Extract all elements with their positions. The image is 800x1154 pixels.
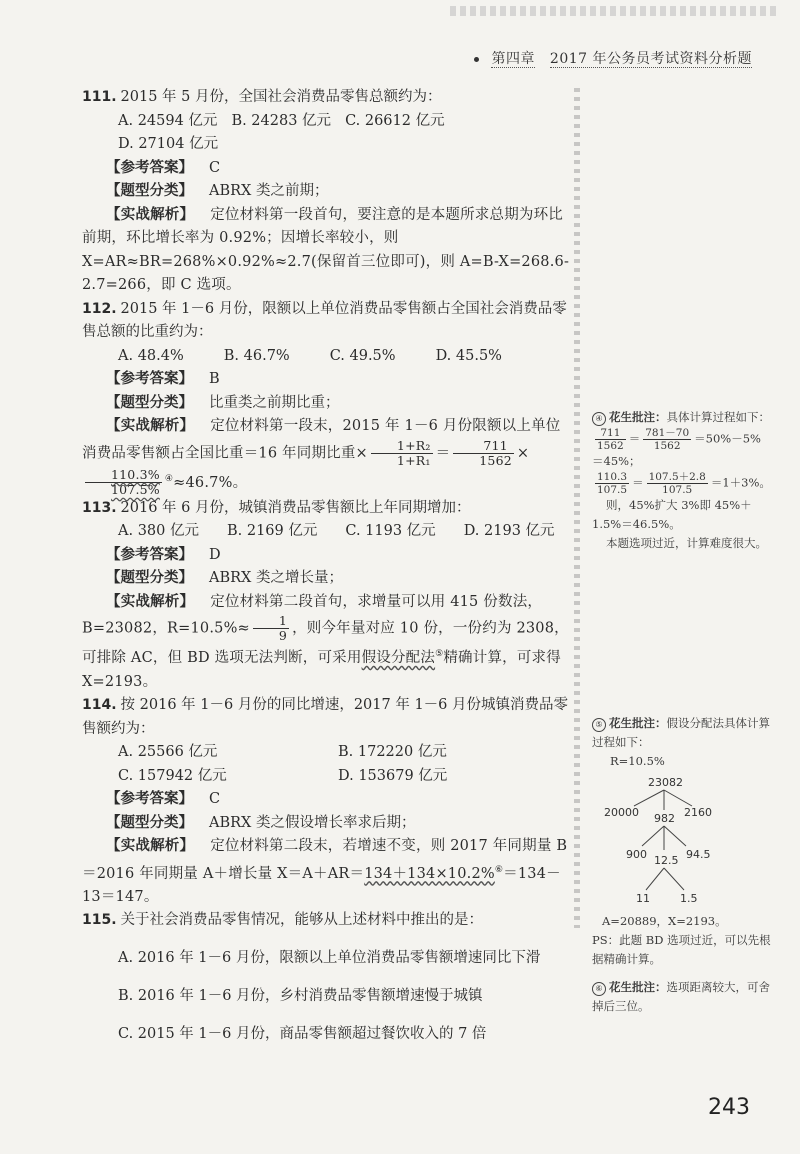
tree-node: 1.5 xyxy=(680,892,698,905)
question-stem xyxy=(82,298,570,345)
question-111 xyxy=(82,86,570,298)
tree-edge xyxy=(664,826,686,846)
numerator: 1+R₂ xyxy=(371,439,433,454)
answer-label: 【参考答案】 xyxy=(106,546,193,563)
question-stem xyxy=(82,497,570,521)
allocation-tree-diagram xyxy=(592,772,772,912)
option-b: B. 2016 年 1－6 月份，乡村消费品零售额增速慢于城镇 xyxy=(118,988,483,1005)
option-d: D. 153679 亿元 xyxy=(338,767,448,784)
option-c: C. 157942 亿元 xyxy=(118,767,227,784)
type-label: 【题型分类】 xyxy=(106,814,193,831)
options xyxy=(118,345,570,369)
explanation-label: 【实战解析】 xyxy=(106,206,195,223)
option-d: D. 2193 亿元 xyxy=(463,523,555,540)
type-label: 【题型分类】 xyxy=(106,570,193,587)
options xyxy=(118,741,570,788)
numerator: 781－70 xyxy=(645,427,690,439)
fraction xyxy=(85,468,162,497)
explanation-label: 【实战解析】 xyxy=(106,838,195,855)
option-c: C. 26612 亿元 xyxy=(345,112,445,129)
tree-node: 20000 xyxy=(604,806,639,819)
denominator: 107.5% xyxy=(111,481,160,497)
option-b: B. 172220 亿元 xyxy=(338,744,447,761)
explanation xyxy=(82,835,570,909)
explanation-text: 定位材料第一段末，2015 年 1－6 月份限额以上单位消费品零售额占全国比重＝16 年同期比重× xyxy=(82,418,561,461)
formula: 134＋134×10.2% xyxy=(364,865,495,882)
fraction xyxy=(595,471,629,496)
type-value: ABRX 类之前期； xyxy=(209,183,329,199)
note-text: 假设分配法具体计算过程如下： xyxy=(592,716,770,749)
tree-edge xyxy=(646,868,664,890)
header-decoration xyxy=(450,6,780,16)
book-title: 2017 年公务员考试资料分析题 xyxy=(549,51,752,67)
answer-value: C xyxy=(209,159,221,176)
type-row xyxy=(106,392,570,416)
note-label: 花生批注： xyxy=(609,980,667,994)
answer-row xyxy=(106,157,570,181)
option-c: C. 1193 亿元 xyxy=(345,523,436,540)
option-a: A. 380 亿元 xyxy=(118,523,199,540)
numerator: 107.5＋2.8 xyxy=(648,471,706,483)
question-text: 2016 年 6 月份，城镇消费品零售额比上年同期增加： xyxy=(120,499,471,516)
tree-edge xyxy=(634,790,664,806)
denominator: 1562 xyxy=(597,440,624,452)
question-stem xyxy=(82,909,570,933)
question-text: 2015 年 1－6 月份，限额以上单位消费品零售额占全国社会消费品零售总额的比重约为： xyxy=(82,300,567,340)
explanation-label: 【实战解析】 xyxy=(106,418,195,434)
main-column xyxy=(82,86,570,1061)
denominator: 107.5 xyxy=(597,484,628,496)
numerator: 1 xyxy=(253,614,289,629)
type-row xyxy=(106,567,570,591)
question-text: 关于社会消费品零售情况，能够从上述材料中推出的是： xyxy=(120,912,484,929)
answer-value: B xyxy=(209,371,220,387)
question-number: 113. xyxy=(82,499,117,516)
answer-row xyxy=(106,544,570,568)
fraction xyxy=(371,439,433,468)
numerator: 711 xyxy=(453,439,514,454)
explanation-tail: ≈46.7%。 xyxy=(173,474,248,491)
question-number: 115. xyxy=(82,912,117,929)
explanation-label: 【实战解析】 xyxy=(106,593,195,610)
question-text: 2015 年 5 月份，全国社会消费品零售总额约为： xyxy=(120,89,442,105)
numerator: 110.3 xyxy=(597,471,628,483)
answer-row xyxy=(106,788,570,812)
question-114 xyxy=(82,694,570,909)
fraction xyxy=(643,427,691,452)
question-number: 114. xyxy=(82,697,117,714)
tree-node: 11 xyxy=(636,892,650,905)
option-a: A. 25566 亿元 xyxy=(118,744,218,761)
question-number: 111. xyxy=(82,89,117,105)
option-b: B. 46.7% xyxy=(223,347,290,364)
answer-value: D xyxy=(209,546,221,563)
explanation-tail: ＝134－13＝147。 xyxy=(82,865,561,905)
type-label: 【题型分类】 xyxy=(106,183,193,199)
side-note-4 xyxy=(592,408,772,553)
question-112 xyxy=(82,298,570,497)
options xyxy=(118,110,570,157)
explanation xyxy=(82,204,570,298)
fraction xyxy=(253,614,289,643)
explanation-text: 定位材料第二段首句，求增量可以用 415 份数法，B=23082，R=10.5%≈ xyxy=(82,593,543,637)
question-stem xyxy=(82,86,570,110)
tree-edge xyxy=(642,826,664,846)
explanation-text: 定位材料第一段首句，要注意的是本题所求总期为环比前期，环比增长率为 0.92%；因增长率较小，则 X=AR≈BR=268%×0.92%≈2.7(保留首三位即可)，则 A=B-X=268.6-2.7=266，即 C 选项。 xyxy=(82,206,570,293)
question-text: 按 2016 年 1－6 月份的同比增速，2017 年 1－6 月份城镇消费品零售额约为： xyxy=(82,697,569,737)
tree-edge xyxy=(664,790,692,806)
footnote-ref: ⑥ xyxy=(494,864,504,875)
method-name: 假设分配法 xyxy=(361,650,436,667)
note-label: 花生批注： xyxy=(609,410,667,424)
option-a: A. 48.4% xyxy=(118,347,184,364)
type-value: 比重类之前期比重； xyxy=(209,394,340,411)
tree-node: 94.5 xyxy=(686,848,711,861)
side-note-5-result xyxy=(592,912,772,969)
option-c: C. 2015 年 1－6 月份，商品零售额超过餐饮收入的 7 倍 xyxy=(118,1026,487,1043)
note-label: 花生批注： xyxy=(609,716,667,730)
answer-value: C xyxy=(209,791,221,808)
option-b: B. 2169 亿元 xyxy=(226,523,318,540)
tree-edge xyxy=(664,868,684,890)
option-d: D. 45.5% xyxy=(435,347,502,364)
note-ps: PS：此题 BD 选项过近，可以先根据精确计算。 xyxy=(592,933,771,966)
chapter-title: 第四章 xyxy=(491,51,535,67)
type-row xyxy=(106,812,570,836)
equals: ＝ xyxy=(435,445,451,461)
option-b: B. 24283 亿元 xyxy=(231,112,332,129)
note-calc-3: 则，45%扩大 3%即 45%＋1.5%＝46.5%。 xyxy=(592,498,752,531)
note-header xyxy=(592,408,772,427)
option-d: D. 27104 亿元 xyxy=(118,136,219,152)
note-marker: ⑥ xyxy=(592,982,606,996)
side-note-5 xyxy=(592,714,772,771)
note-header xyxy=(592,714,772,752)
note-header xyxy=(592,978,772,1016)
page-number: 243 xyxy=(708,1095,750,1120)
denominator: 107.5 xyxy=(662,484,693,496)
tree-node: 12.5 xyxy=(654,854,679,867)
tree-root: 23082 xyxy=(648,776,683,789)
note-text: 选项距离较大，可舍掉后三位。 xyxy=(592,980,770,1013)
growth-rate: R=10.5% xyxy=(610,754,665,768)
calc-text: ＝1＋3%。 xyxy=(710,475,771,490)
running-header xyxy=(474,48,753,68)
tree-result: A=20889，X=2193。 xyxy=(602,914,727,928)
denominator: 1562 xyxy=(653,440,681,452)
option-a: A. 24594 亿元 xyxy=(118,112,218,129)
margin-divider xyxy=(574,88,580,928)
note-marker: ④ xyxy=(592,412,606,426)
times: × xyxy=(516,445,530,461)
explanation-text-2: ，则今年量对应 10 份，一份约为 2308，可排除 AC，但 BD 选项无法判断，可采用 xyxy=(82,620,569,667)
explanation-tail: 精确计算，可求得 X=2193。 xyxy=(82,650,561,690)
option-a: A. 2016 年 1－6 月份，限额以上单位消费品零售额增速同比下滑 xyxy=(118,950,541,967)
question-stem xyxy=(82,694,570,741)
footnote-ref: ⑤ xyxy=(435,649,444,660)
type-label: 【题型分类】 xyxy=(106,394,193,411)
denominator: 9 xyxy=(278,628,288,644)
fraction xyxy=(595,427,626,452)
fraction xyxy=(453,439,514,468)
answer-label: 【参考答案】 xyxy=(106,791,193,808)
option-c: C. 49.5% xyxy=(329,347,396,364)
denominator: 1+R₁ xyxy=(396,452,431,468)
numerator: 110.3% xyxy=(85,468,162,483)
side-note-6 xyxy=(592,978,772,1016)
answer-label: 【参考答案】 xyxy=(106,371,193,387)
note-text: 具体计算过程如下： xyxy=(666,410,770,424)
numerator: 711 xyxy=(595,427,626,440)
explanation xyxy=(82,415,570,497)
note-calc-2: $\frac{110.3}{107.5}$ ＝ $\frac{107.5+2.8}{107.5}$ ＝1＋3%。 xyxy=(597,471,771,496)
question-number: 112. xyxy=(82,300,117,317)
answer-row xyxy=(106,368,570,392)
tree-node: 2160 xyxy=(684,806,712,819)
type-value: ABRX 类之假设增长率求后期； xyxy=(209,814,416,831)
bullet-icon xyxy=(474,57,479,62)
footnote-ref: ④ xyxy=(164,473,174,484)
answer-label: 【参考答案】 xyxy=(106,159,193,176)
tree-node: 982 xyxy=(654,812,675,825)
options xyxy=(118,520,570,544)
note-calc-4: 本题选项过近，计算难度很大。 xyxy=(606,536,767,550)
question-113 xyxy=(82,497,570,694)
tree-node: 900 xyxy=(626,848,647,861)
type-value: ABRX 类之增长量； xyxy=(209,570,343,587)
calc-text: ＝50%－5%＝45%； xyxy=(592,431,761,468)
explanation-text: 定位材料第二段末，若增速不变，则 2017 年同期量 B＝2016 年同期量 A＋增长量 X＝A＋AR＝ xyxy=(82,838,568,882)
note-marker: ⑤ xyxy=(592,718,606,732)
note-calc-1: $\frac{711}{1562}$ ＝ $\frac{781-70}{1562}$ ＝50%－5%＝45%； xyxy=(592,427,761,468)
type-row xyxy=(106,180,570,204)
question-115 xyxy=(82,909,570,1047)
explanation xyxy=(82,591,570,694)
denominator: 1562 xyxy=(479,452,512,468)
fraction xyxy=(647,471,708,496)
